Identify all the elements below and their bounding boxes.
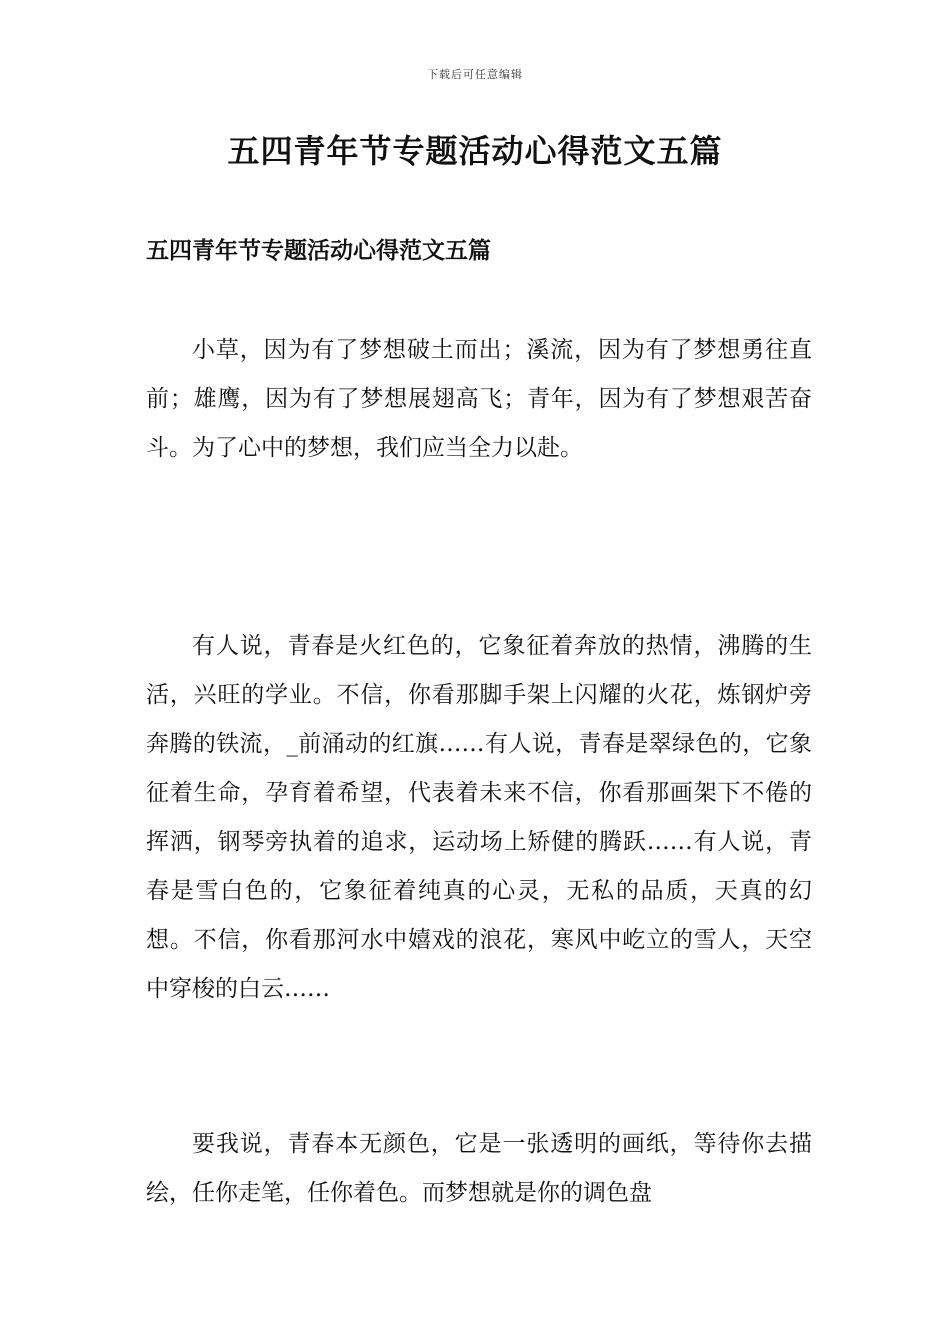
paragraph-2: 有人说，青春是火红色的，它象征着奔放的热情，沸腾的生活，兴旺的学业。不信，你看那脚手架上闪耀的火花，炼钢炉旁奔腾的铁流，_前涌动的红旗……有人说，青春是翠绿色的，它象征着生命，孕育着希望，代表着未来不信，你看那画架下不倦的挥洒，钢琴旁执着的追求，运动场上矫健的腾跃……有人说，青春是雪白色的，它象征着纯真的心灵，无私的品质，天真的幻想。不信，你看那河水中嬉戏的浪花，寒风中屹立的雪人，天空中穿梭的白云…… (146, 633, 812, 1002)
paragraph-1: 小草，因为有了梦想破土而出；溪流，因为有了梦想勇往直前；雄鹰，因为有了梦想展翅高飞；青年，因为有了梦想艰苦奋斗。为了心中的梦想，我们应当全力以赴。 (146, 337, 812, 461)
page-title: 五四青年节专题活动心得范文五篇 (227, 132, 723, 170)
section-subtitle: 五四青年节专题活动心得范文五篇 (146, 237, 491, 264)
paragraph-3: 要我说，青春本无颜色，它是一张透明的画纸，等待你去描绘，任你走笔，任你着色。而梦想就是你的调色盘 (146, 1131, 812, 1206)
header-note: 下载后可任意编辑 (427, 68, 523, 81)
